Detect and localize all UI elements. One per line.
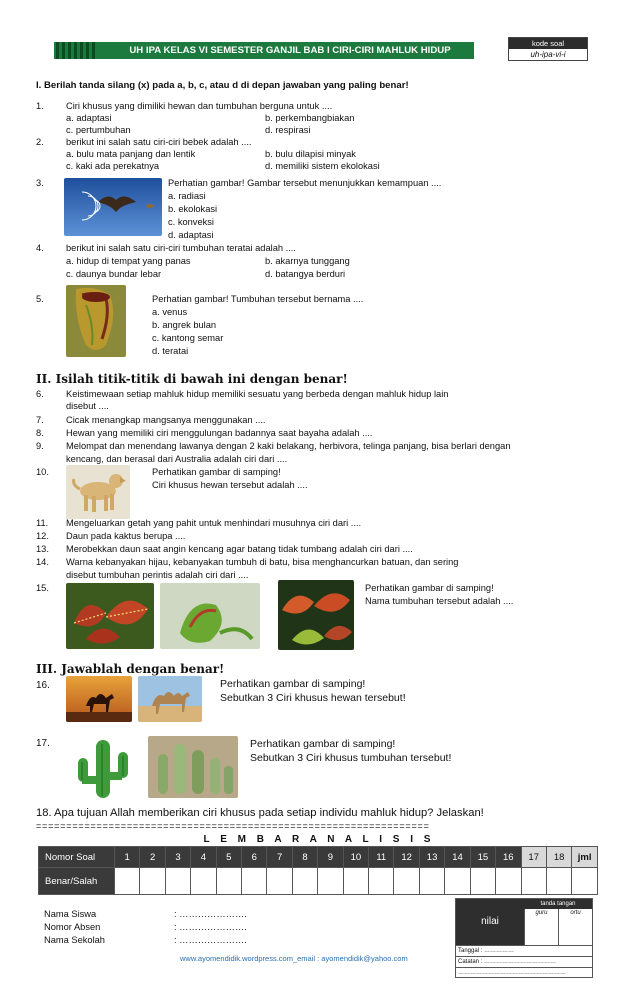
q13-text: Merobekkan daun saat angin kencang agar batang tidak tumbang adalah ciri dari ....: [66, 544, 413, 554]
answer-cell[interactable]: [267, 868, 292, 895]
q3-num: 3.: [36, 178, 44, 188]
num-cell: 8: [292, 847, 317, 868]
q11-num: 11.: [36, 518, 49, 528]
q2-text: berikut ini salah satu ciri-ciri bebek adalah ....: [66, 137, 252, 147]
section1-title: I. Berilah tanda silang (x) pada a, b, c, atau d di depan jawaban yang paling benar!: [36, 80, 409, 91]
q15-num: 15.: [36, 583, 49, 593]
bat-echolocation-image: [64, 178, 162, 236]
answer-cell[interactable]: [140, 868, 165, 895]
q4-num: 4.: [36, 243, 44, 253]
pitcher-plant-image: [66, 285, 126, 357]
q9-line1: Melompat dan menendang lawanya dengan 2 kaki belakang, herbivora, telinga panjang, bisa berlari dengan: [66, 441, 511, 451]
jml-answer-cell[interactable]: [572, 868, 598, 895]
answer-cell[interactable]: [115, 868, 140, 895]
q5-option-d: d. teratai: [152, 346, 189, 356]
q6-num: 6.: [36, 389, 44, 399]
q9-num: 9.: [36, 441, 44, 451]
q11-text: Mengeluarkan getah yang pahit untuk menhindari musuhnya ciri dari ....: [66, 518, 362, 528]
q3-option-b: b. ekolokasi: [168, 204, 218, 214]
q5-option-c: c. kantong semar: [152, 333, 224, 343]
answer-cell[interactable]: [191, 868, 216, 895]
answer-cell[interactable]: [470, 868, 495, 895]
tanda-tangan-label: tanda tangan: [524, 899, 592, 909]
kode-soal-label: kode soal: [509, 38, 587, 49]
answer-cell[interactable]: [369, 868, 394, 895]
q3-option-d: d. adaptasi: [168, 230, 214, 240]
kode-soal-box: [508, 37, 588, 61]
answer-cell[interactable]: [216, 868, 241, 895]
q1-option-d: d. respirasi: [265, 125, 311, 135]
ortu-signature-cell[interactable]: ortu: [558, 909, 592, 945]
cactus-drawing-image: [70, 736, 136, 800]
analysis-table: [38, 846, 598, 895]
q4-option-c: c. daunya bundar lebar: [66, 269, 162, 279]
q3-option-a: a. radiasi: [168, 191, 206, 201]
num-cell: 15: [470, 847, 495, 868]
q2-num: 2.: [36, 137, 44, 147]
q17-line1: Perhatikan gambar di samping!: [250, 738, 396, 750]
q3-option-c: c. konveksi: [168, 217, 214, 227]
q1-option-c: c. pertumbuhan: [66, 125, 131, 135]
catatan-line: Catatan : ………………………………: [456, 956, 592, 967]
q16-line2: Sebutkan 3 Ciri khusus hewan tersebut!: [220, 692, 406, 704]
nama-siswa-value[interactable]: : ………………….: [174, 909, 247, 919]
tanggal-line: Tanggal : ……………: [456, 945, 592, 956]
q15-line1: Perhatikan gambar di samping!: [365, 583, 494, 593]
answer-cell[interactable]: [521, 868, 546, 895]
q12-num: 12.: [36, 531, 49, 541]
footer-credit: www.ayomendidik.wordpress.com_email : ayomendidik@yahoo.com: [180, 954, 408, 963]
q17-line2: Sebutkan 3 Ciri khusus tumbuhan tersebut!: [250, 752, 452, 764]
q14-num: 14.: [36, 557, 49, 567]
nomor-soal-label: Nomor Soal: [39, 847, 115, 868]
dog-image: [66, 465, 130, 519]
jml-cell: jml: [572, 847, 598, 868]
q10-line1: Perhatikan gambar di samping!: [152, 467, 281, 477]
num-cell: 10: [343, 847, 368, 868]
kode-soal-value: uh-ipa-vi-i: [530, 50, 566, 59]
answer-cell[interactable]: [445, 868, 470, 895]
num-cell: 14: [445, 847, 470, 868]
num-cell: 5: [216, 847, 241, 868]
q5-option-b: b. angrek bulan: [152, 320, 217, 330]
analysis-row-numbers: [39, 847, 598, 868]
q2-option-d: d. memiliki sistem ekolokasi: [265, 161, 380, 171]
q10-line2: Ciri khusus hewan tersebut adalah ....: [152, 480, 308, 490]
num-cell: 16: [496, 847, 521, 868]
q5-num: 5.: [36, 294, 44, 304]
q2-option-c: c. kaki ada perekatnya: [66, 161, 160, 171]
num-cell: 6: [242, 847, 267, 868]
answer-cell[interactable]: [419, 868, 444, 895]
q16-line1: Perhatikan gambar di samping!: [220, 678, 366, 690]
q3-text: Perhatian gambar! Gambar tersebut menunjukkan kemampuan ....: [168, 178, 442, 188]
q10-num: 10.: [36, 467, 49, 477]
answer-cell[interactable]: [546, 868, 571, 895]
q9-line2: kencang, dan berasal dari Australia adalah ciri dari ....: [66, 454, 288, 464]
q16-num: 16.: [36, 680, 50, 691]
num-cell: 2: [140, 847, 165, 868]
answer-cell[interactable]: [165, 868, 190, 895]
num-cell: 7: [267, 847, 292, 868]
answer-cell[interactable]: [496, 868, 521, 895]
q4-option-d: d. batangya berduri: [265, 269, 346, 279]
venus-flytrap-image-2: [160, 583, 260, 649]
q4-option-b: b. akarnya tunggang: [265, 256, 350, 266]
separator-line: =================================================================: [36, 821, 430, 831]
num-cell: 3: [165, 847, 190, 868]
benar-salah-label: Benar/Salah: [39, 868, 115, 895]
answer-cell[interactable]: [318, 868, 343, 895]
q5-text: Perhatian gambar! Tumbuhan tersebut bernama ....: [152, 294, 364, 304]
q6-line2: disebut ....: [66, 401, 109, 411]
section3-title: III. Jawablah dengan benar!: [36, 662, 225, 676]
analysis-row-answers: [39, 868, 598, 895]
q7-text: Cicak menangkap mangsanya menggunakan ....: [66, 415, 266, 425]
answer-cell[interactable]: [343, 868, 368, 895]
q1-option-a: a. adaptasi: [66, 113, 112, 123]
cactus-photo-image: [148, 736, 238, 798]
guru-signature-cell[interactable]: guru: [524, 909, 558, 945]
nilai-box: [455, 898, 593, 978]
nilai-label: nilai: [456, 899, 524, 945]
section2-title: II. Isilah titik-titik di bawah ini dengan benar!: [36, 372, 348, 386]
q6-line1: Keistimewaan setiap mahluk hidup memiliki sesuatu yang berbeda dengan mahluk hidup lain: [66, 389, 449, 399]
venus-flytrap-image-1: [66, 583, 154, 649]
nama-siswa-label: Nama Siswa: [44, 909, 97, 919]
q4-text: berikut ini salah satu ciri-ciri tumbuhan teratai adalah ....: [66, 243, 296, 253]
num-cell: 4: [191, 847, 216, 868]
answer-cell[interactable]: [242, 868, 267, 895]
camel-desert-image: [138, 676, 202, 722]
q18-text: 18. Apa tujuan Allah memberikan ciri khusus pada setiap individu mahluk hidup? Jelaskan!: [36, 807, 484, 819]
num-cell: 12: [394, 847, 419, 868]
q15-line2: Nama tumbuhan tersebut adalah ....: [365, 596, 514, 606]
q5-option-a: a. venus: [152, 307, 188, 317]
num-cell: 1: [115, 847, 140, 868]
q1-num: 1.: [36, 101, 44, 111]
q14-line1: Warna kebanyakan hijau, kebanyakan tumbuh di batu, bisa menghancurkan batuan, dan sering: [66, 557, 459, 567]
answer-cell[interactable]: [292, 868, 317, 895]
page-title: UH IPA KELAS VI SEMESTER GANJIL BAB I CIRI-CIRI MAHLUK HIDUP: [129, 45, 451, 56]
catatan-line-2: ………………………………………………: [456, 967, 592, 978]
nomor-absen-value[interactable]: : ………………….: [174, 922, 247, 932]
q4-option-a: a. hidup di tempat yang panas: [66, 256, 191, 266]
answer-cell[interactable]: [394, 868, 419, 895]
q2-option-b: b. bulu dilapisi minyak: [265, 149, 356, 159]
nomor-absen-label: Nomor Absen: [44, 922, 101, 932]
camel-sunset-image: [66, 676, 132, 722]
q1-text: Ciri khusus yang dimiliki hewan dan tumbuhan berguna untuk ....: [66, 101, 333, 111]
header-stripes: [54, 42, 102, 59]
q13-num: 13.: [36, 544, 49, 554]
nama-sekolah-value[interactable]: : ………………….: [174, 935, 247, 945]
q7-num: 7.: [36, 415, 44, 425]
num-cell: 9: [318, 847, 343, 868]
num-cell: 18: [546, 847, 571, 868]
venus-flytrap-image-3: [278, 580, 354, 650]
q8-text: Hewan yang memiliki ciri menggulungan badannya saat bayaha adalah ....: [66, 428, 373, 438]
q14-line2: disebut tumbuhan perintis adalah ciri dari ....: [66, 570, 249, 580]
nama-sekolah-label: Nama Sekolah: [44, 935, 105, 945]
num-cell: 11: [369, 847, 394, 868]
q12-text: Daun pada kaktus berupa ....: [66, 531, 186, 541]
lembar-analisis-title: L E M B A R A N A L I S I S: [203, 834, 435, 845]
q1-option-b: b. perkembangbiakan: [265, 113, 355, 123]
q2-option-a: a. bulu mata panjang dan lentik: [66, 149, 196, 159]
q8-num: 8.: [36, 428, 44, 438]
num-cell: 17: [521, 847, 546, 868]
num-cell: 13: [419, 847, 444, 868]
q17-num: 17.: [36, 738, 50, 749]
